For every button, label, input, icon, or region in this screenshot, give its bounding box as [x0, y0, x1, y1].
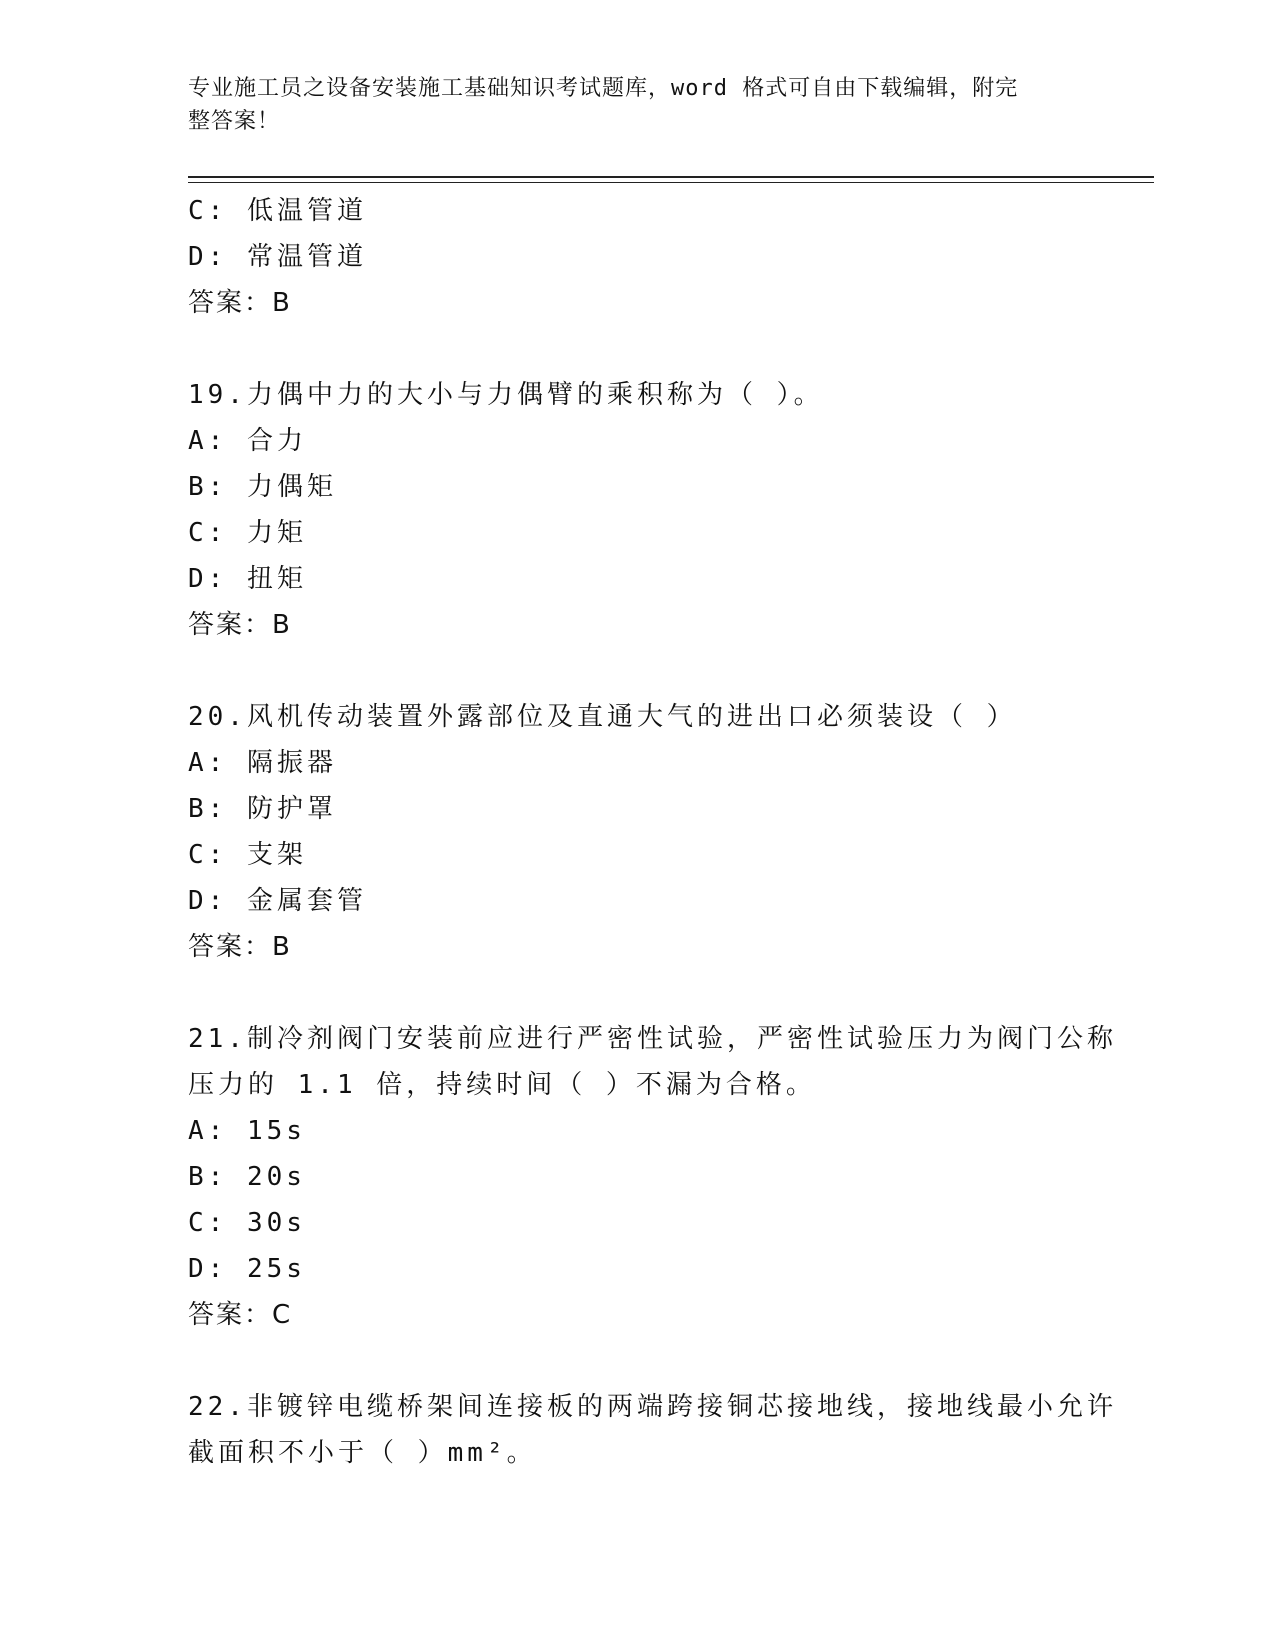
- question-stem-continued: 压力的 1.1 倍，持续时间（ ）不漏为合格。: [188, 1070, 816, 1100]
- option-b: [188, 786, 1088, 832]
- option-letter: A:: [188, 748, 228, 778]
- option-text: 隔振器: [246, 748, 337, 778]
- question-list: [188, 188, 1117, 1476]
- option-text: 金属套管: [246, 886, 367, 916]
- option-c: [188, 510, 1088, 556]
- question-stem: 22.非镀锌电缆桥架间连接板的两端跨接铜芯接地线，接地线最小允许: [188, 1392, 1117, 1422]
- question-21: [188, 1016, 1117, 1338]
- option-a: [188, 740, 1088, 786]
- option-letter: D:: [188, 564, 228, 594]
- question-22: [188, 1384, 1117, 1476]
- option-d: [188, 234, 1088, 280]
- question-stem: 20.风机传动装置外露部位及直通大气的进出口必须装设（ ）: [188, 702, 1017, 732]
- option-text: 支架: [246, 840, 307, 870]
- answer-line: 答案：B: [188, 932, 292, 962]
- question-stem: 21.制冷剂阀门安装前应进行严密性试验，严密性试验压力为阀门公称: [188, 1024, 1117, 1054]
- option-a: [188, 1108, 1088, 1154]
- spacer: [188, 326, 1088, 372]
- option-letter: A:: [188, 1116, 228, 1146]
- option-letter: D:: [188, 1254, 228, 1284]
- option-letter: D:: [188, 886, 228, 916]
- spacer: [188, 1338, 1088, 1384]
- spacer: [188, 648, 1088, 694]
- option-c: [188, 832, 1088, 878]
- header-line-1: 专业施工员之设备安装施工基础知识考试题库，word 格式可自由下载编辑，附完: [188, 76, 1019, 101]
- option-text: 力矩: [246, 518, 307, 548]
- question-stem: 19.力偶中力的大小与力偶臂的乘积称为（ ）。: [188, 380, 824, 410]
- header-rule-thin: [188, 182, 1154, 183]
- option-letter: C:: [188, 196, 228, 226]
- option-letter: A:: [188, 426, 228, 456]
- option-c: [188, 1200, 1088, 1246]
- document-header: [188, 72, 1068, 138]
- option-d: [188, 556, 1088, 602]
- question-19: [188, 372, 1088, 648]
- option-text: 25s: [246, 1254, 306, 1284]
- header-rule-thick: [188, 176, 1154, 178]
- option-text: 30s: [246, 1208, 306, 1238]
- option-b: [188, 464, 1088, 510]
- header-line-2: 整答案！: [188, 109, 281, 134]
- answer-line: 答案：B: [188, 610, 292, 640]
- option-text: 扭矩: [246, 564, 307, 594]
- option-text: 力偶矩: [246, 472, 337, 502]
- option-text: 15s: [246, 1116, 306, 1146]
- answer-line: 答案：C: [188, 1300, 293, 1330]
- option-d: [188, 878, 1088, 924]
- option-text: 20s: [246, 1162, 306, 1192]
- option-text: 低温管道: [246, 196, 367, 226]
- option-text: 合力: [246, 426, 307, 456]
- option-text: 防护罩: [246, 794, 337, 824]
- option-letter: B:: [188, 794, 228, 824]
- option-letter: B:: [188, 1162, 228, 1192]
- option-a: [188, 418, 1088, 464]
- spacer: [188, 970, 1088, 1016]
- answer-line: 答案：B: [188, 288, 292, 318]
- option-letter: C:: [188, 840, 228, 870]
- option-letter: D:: [188, 242, 228, 272]
- option-letter: C:: [188, 1208, 228, 1238]
- option-c: [188, 188, 1088, 234]
- option-text: 常温管道: [246, 242, 367, 272]
- question-stem-continued: 截面积不小于（ ）mm²。: [188, 1438, 537, 1468]
- option-letter: C:: [188, 518, 228, 548]
- option-d: [188, 1246, 1088, 1292]
- prev-question: [188, 188, 1088, 326]
- option-b: [188, 1154, 1088, 1200]
- question-20: [188, 694, 1088, 970]
- option-letter: B:: [188, 472, 228, 502]
